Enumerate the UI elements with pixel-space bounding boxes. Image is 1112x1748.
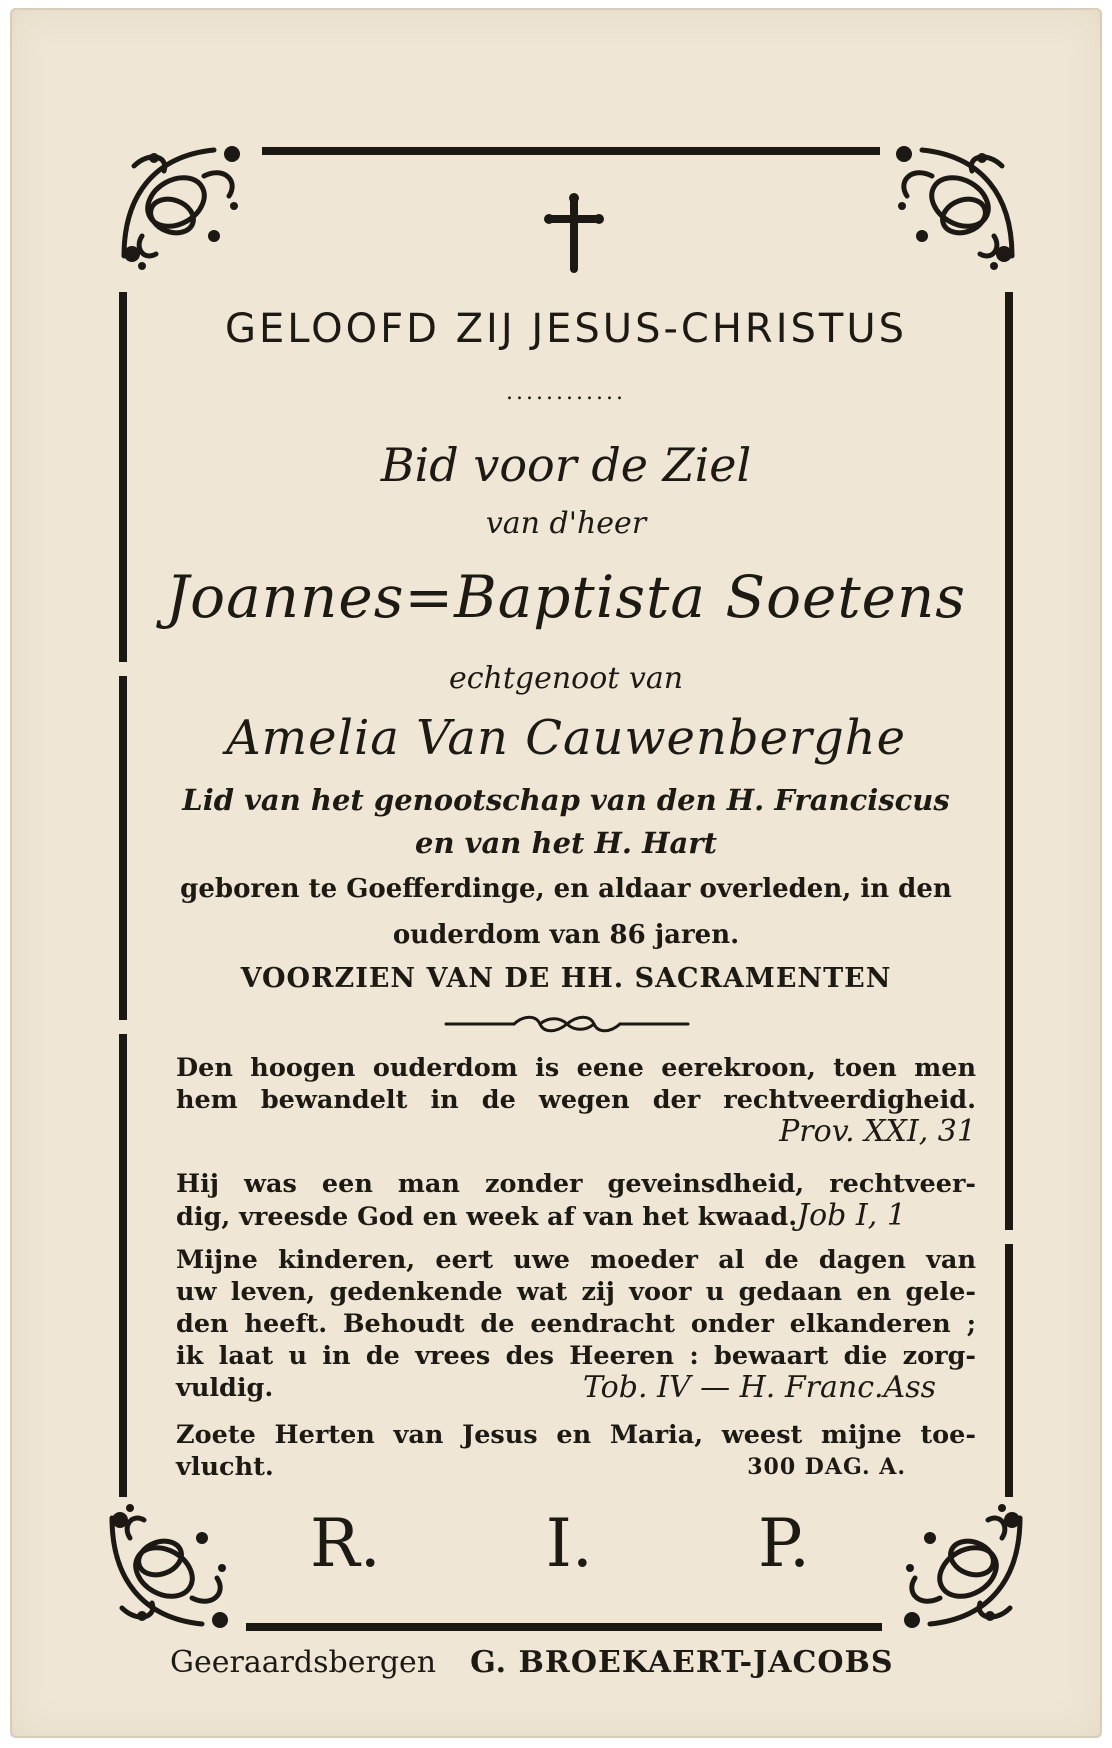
rip-r: R. xyxy=(310,1504,381,1582)
verse-reference-text: Prov. XXI, 31 xyxy=(779,1114,976,1149)
verse-proverbs xyxy=(176,1052,976,1149)
verse-line: hem bewandelt in de wegen der rechtveerdigheid. xyxy=(176,1085,976,1115)
imprint-printer: G. BROEKAERT-JACOBS xyxy=(470,1645,894,1680)
verse-line: Zoete Herten van Jesus en Maria, weest mijne toe- xyxy=(176,1420,976,1450)
flourish-corner-icon xyxy=(102,1498,242,1638)
flourish-corner-icon xyxy=(882,136,1022,276)
spouse-name: Amelia Van Cauwenberghe xyxy=(226,710,906,766)
age-line: ouderdom van 86 jaren. xyxy=(392,920,740,950)
prayer-line: Bid voor de Ziel xyxy=(380,438,752,492)
verse-job xyxy=(176,1168,976,1233)
verse-line-with-indulgence xyxy=(176,1451,976,1483)
verse-reference xyxy=(176,1116,976,1149)
membership-line-2: en van het H. Hart xyxy=(415,826,717,860)
verse-line-text: vlucht. xyxy=(176,1452,274,1482)
frame-top-rule xyxy=(262,147,880,155)
spouse-of-line: echtgenoot van xyxy=(448,661,684,696)
heading: GELOOFD ZIJ JESUS-CHRISTUS xyxy=(225,306,907,352)
ejaculatory-prayer xyxy=(176,1419,976,1483)
rip-i: I. xyxy=(545,1504,593,1582)
van-heer-line: van d'heer xyxy=(485,506,647,541)
verse-line: Den hoogen ouderdom is eene eerekroon, toen men xyxy=(176,1053,976,1083)
verse-tobias xyxy=(176,1244,976,1404)
imprint-city: Geeraardsbergen xyxy=(170,1645,437,1680)
verse-reference-text: Job I, 1 xyxy=(797,1198,906,1233)
frame-right-gap xyxy=(1001,1230,1017,1244)
sacraments-line: VOORZIEN VAN DE HH. SACRAMENTEN xyxy=(240,963,892,994)
deceased-name: Joannes=Baptista Soetens xyxy=(165,563,967,631)
verse-line: den heeft. Behoudt de eendracht onder elkanderen ; xyxy=(176,1309,976,1339)
flourish-corner-icon xyxy=(114,136,254,276)
printer-imprint xyxy=(170,1645,940,1680)
frame-bottom-rule xyxy=(246,1623,882,1631)
frame-left-gap xyxy=(115,662,131,676)
verse-line xyxy=(176,1200,976,1233)
verse-reference-text: Tob. IV — H. Franc.Ass xyxy=(583,1370,936,1405)
flourish-corner-icon xyxy=(890,1498,1030,1638)
indulgence-note: 300 DAG. A. xyxy=(747,1454,906,1480)
scroll-ornament-icon xyxy=(444,1013,690,1035)
rip-initials xyxy=(310,1498,810,1588)
frame-left-rule xyxy=(119,292,127,1497)
verse-line: Hij was een man zonder geveinsdheid, rechtveer- xyxy=(176,1169,976,1199)
memorial-card xyxy=(10,8,1102,1738)
verse-line-text: vuldig. xyxy=(176,1373,274,1403)
membership-line-1: Lid van het genootschap van den H. Franciscus xyxy=(182,783,950,817)
verse-line-text: dig, vreesde God en week af van het kwaad. xyxy=(176,1202,798,1232)
separator-dots: ............ xyxy=(506,380,626,405)
verse-line: Mijne kinderen, eert uwe moeder al de dagen van xyxy=(176,1245,976,1275)
rip-p: P. xyxy=(757,1504,810,1582)
verse-line: ik laat u in de vrees des Heeren : bewaart die zorg- xyxy=(176,1341,976,1371)
frame-left-gap xyxy=(115,1020,131,1034)
cross-icon xyxy=(544,193,604,273)
verse-line: uw leven, gedenkende wat zij voor u gedaan en gele- xyxy=(176,1277,976,1307)
verse-line-with-reference xyxy=(176,1372,976,1404)
birth-death-line: geboren te Goefferdinge, en aldaar overleden, in den xyxy=(180,874,952,904)
frame-right-rule xyxy=(1005,292,1013,1497)
